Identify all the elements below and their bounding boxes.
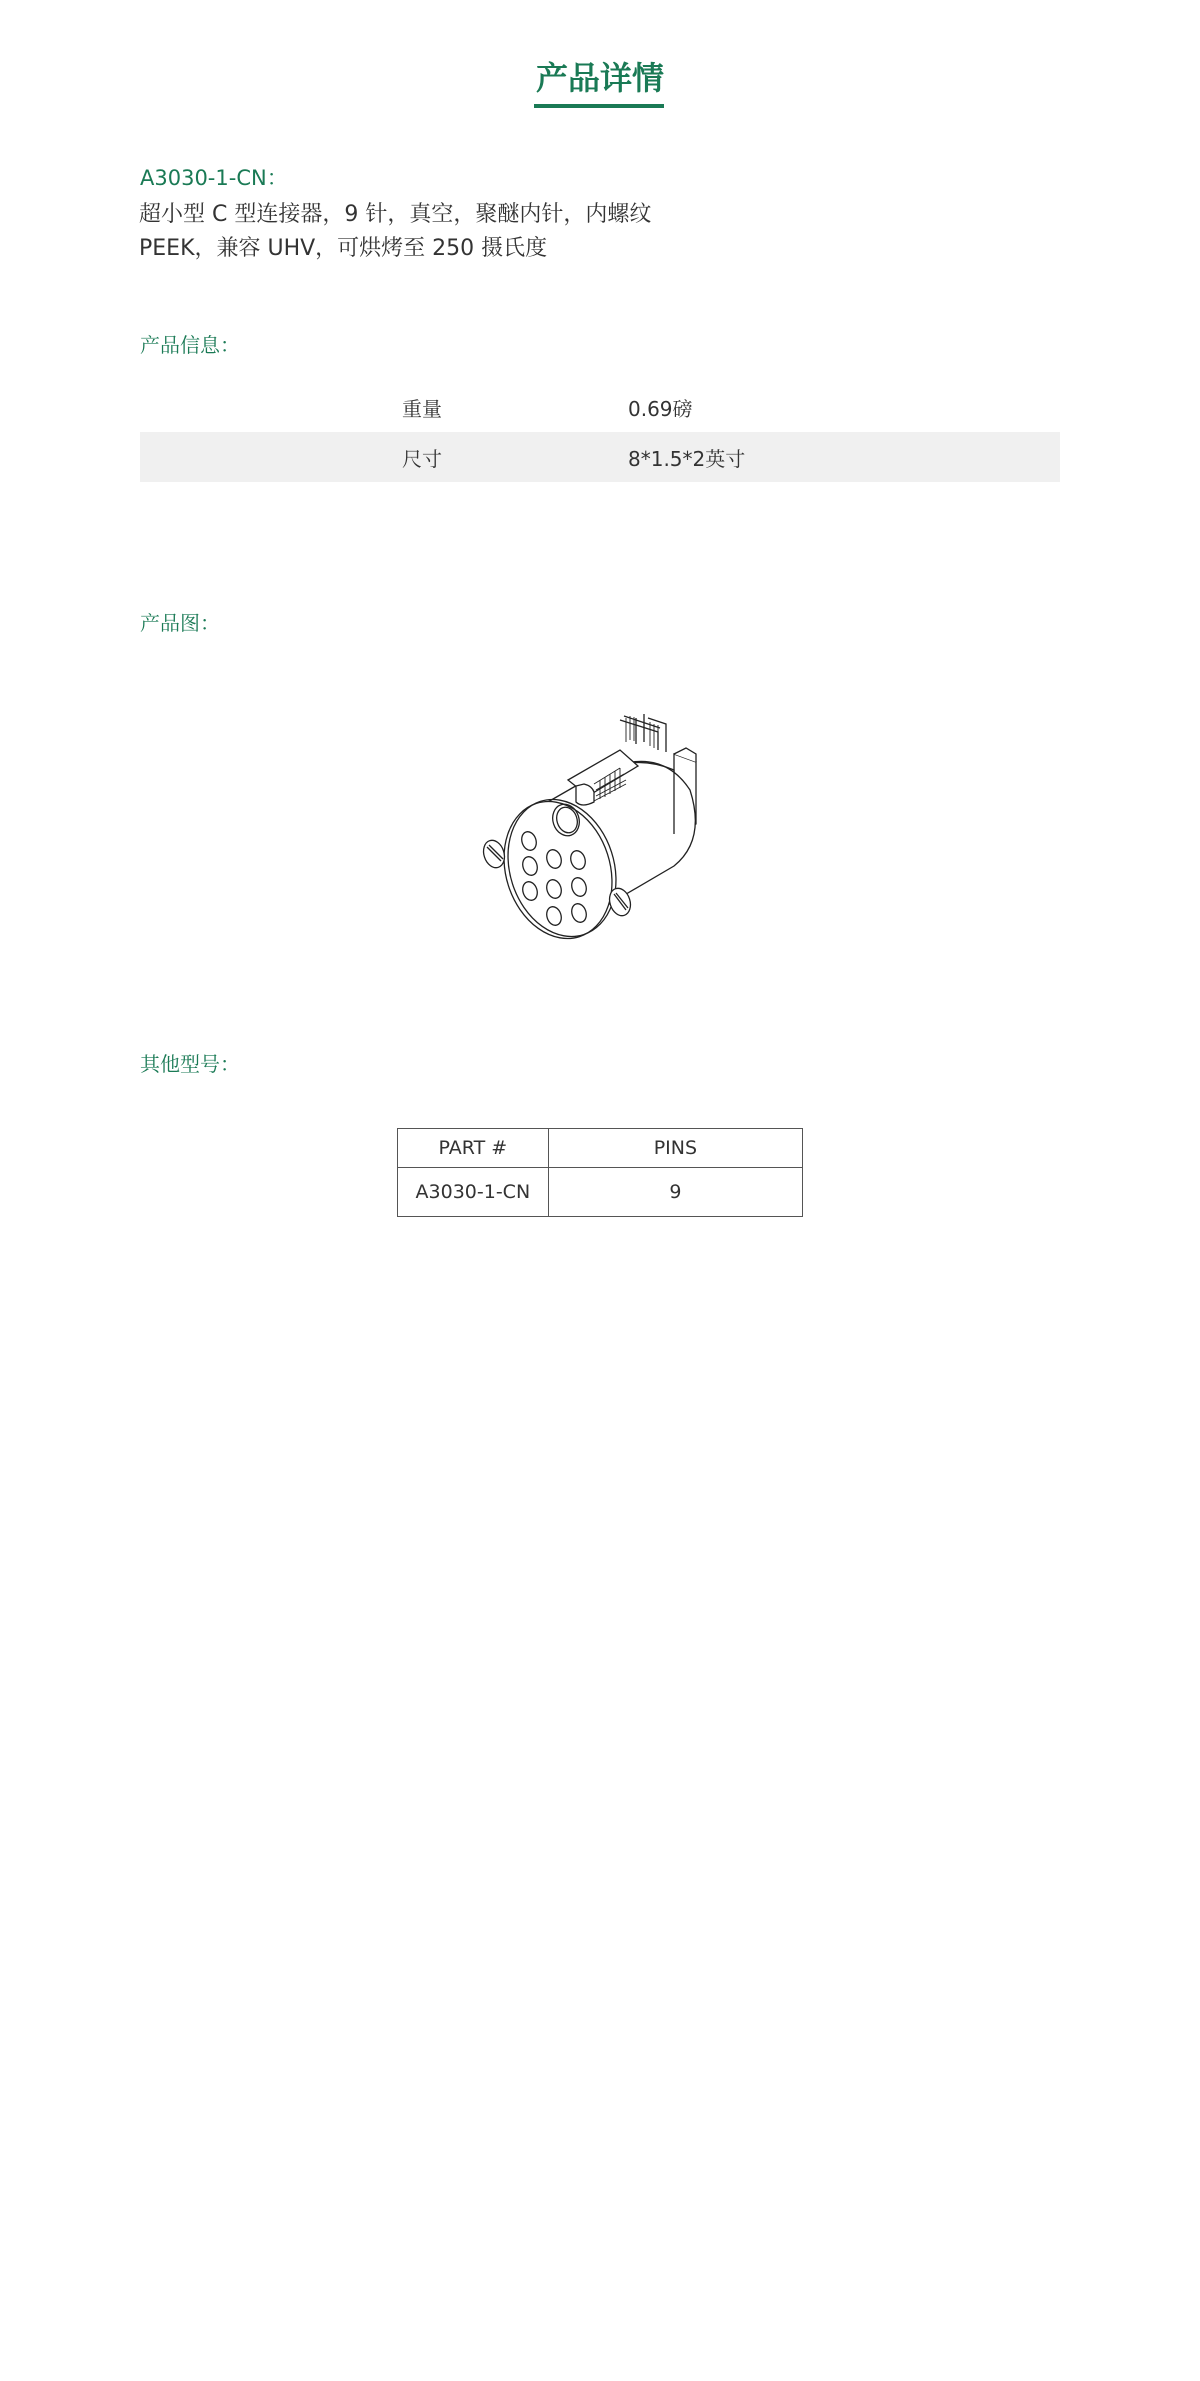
description-line: 超小型 C 型连接器，9 针，真空，聚醚内针，内螺纹: [139, 202, 652, 227]
info-value-weight: 0.69磅: [628, 396, 693, 421]
table-row: [398, 1168, 803, 1217]
description-line: PEEK，兼容 UHV，可烘烤至 250 摄氏度: [139, 236, 548, 261]
other-models-table: [397, 1128, 803, 1217]
table-row: [140, 432, 1060, 482]
column-header-part: PART #: [398, 1129, 549, 1168]
table-header-row: [398, 1129, 803, 1168]
model-label: A3030-1-CN：: [140, 166, 288, 190]
section-heading-product-info: 产品信息：: [140, 333, 240, 357]
column-header-pins: PINS: [548, 1129, 802, 1168]
cell-part-number: A3030-1-CN: [398, 1168, 549, 1217]
table-row: [140, 382, 1060, 432]
info-key-cell: [140, 432, 452, 482]
page-title-underline: [534, 104, 664, 108]
page-title: 产品详情: [535, 59, 664, 97]
section-heading-other-models: 其他型号：: [140, 1052, 240, 1076]
product-info-table: [140, 382, 1060, 482]
info-key-size: 尺寸: [402, 446, 442, 471]
info-key-weight: 重量: [402, 396, 442, 421]
product-image: [460, 700, 740, 960]
info-key-cell: [140, 382, 452, 432]
info-value-size: 8*1.5*2英寸: [628, 446, 746, 471]
section-heading-product-image: 产品图：: [140, 611, 220, 635]
cell-pin-count: 9: [548, 1168, 802, 1217]
